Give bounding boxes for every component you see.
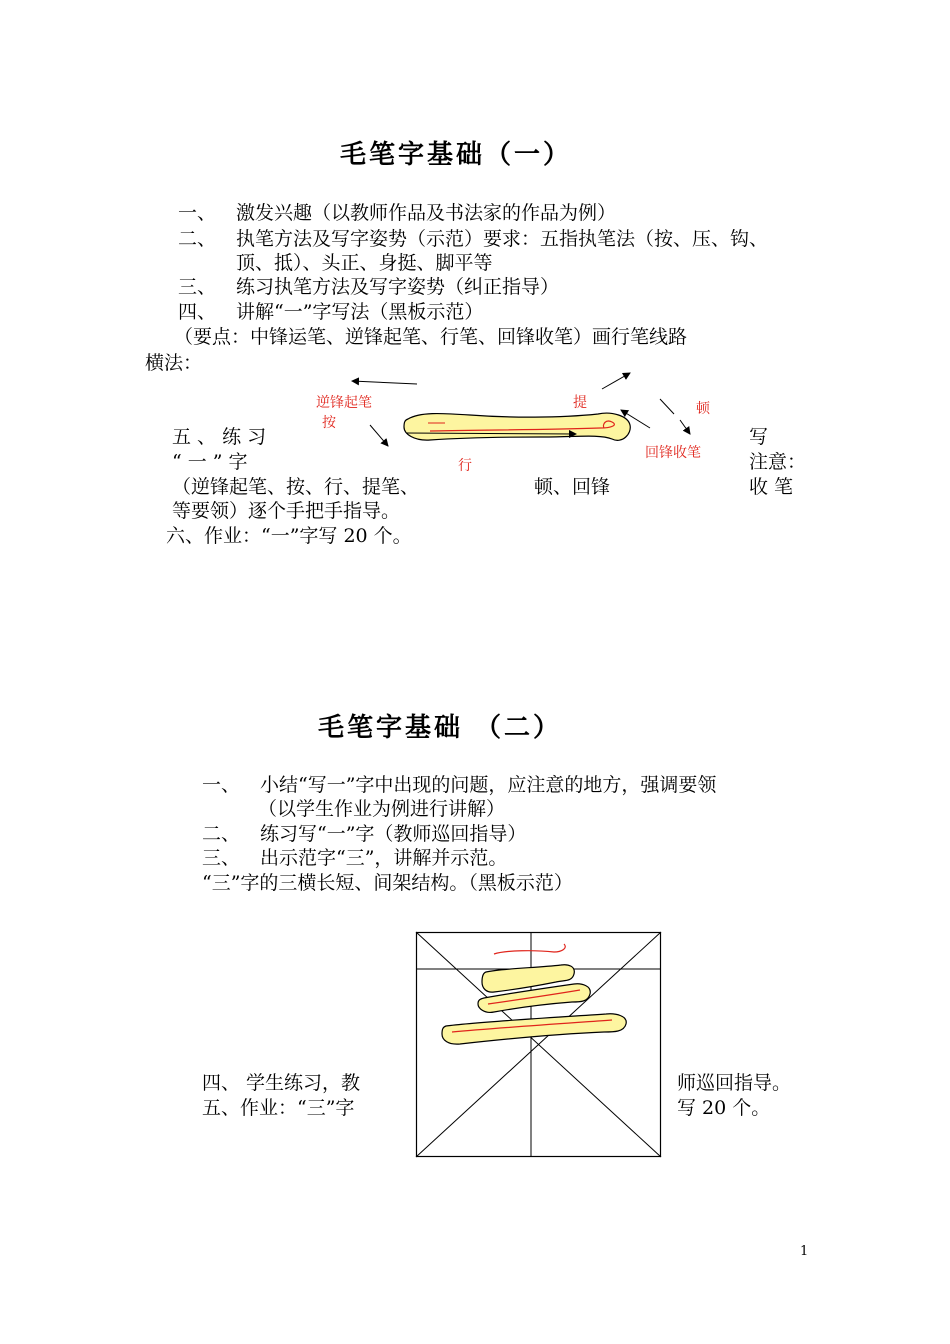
lesson1-item2-text: 执笔方法及写字姿势（示范）要求：五指执笔法（按、压、钩、 <box>236 228 769 250</box>
lesson2-item1-cont: （以学生作业为例进行讲解） <box>258 798 506 820</box>
label-ti: 提 <box>573 395 587 411</box>
lesson2-item4-right: 师巡回指导。 <box>677 1072 792 1094</box>
lesson1-item3-text: 练习执笔方法及写字姿势（纠正指导） <box>236 276 560 298</box>
lesson1-item2-num: 二、 <box>178 228 217 250</box>
lesson2-title: 毛笔字基础 （二） <box>318 713 563 743</box>
san-grid-diagram <box>416 932 662 1158</box>
label-nifeng: 逆锋起笔 <box>316 395 372 411</box>
lesson2-item5-left: 五、作业：“三”字 <box>202 1097 355 1119</box>
lesson1-item5-line1-left: 五 、 练 习 <box>172 426 267 448</box>
lesson1-item5-line2-right: 注意： <box>749 451 807 473</box>
label-huifeng: 回锋收笔 <box>645 445 701 461</box>
lesson1-item1-text: 激发兴趣（以教师作品及书法家的作品为例） <box>236 202 617 224</box>
lesson2-item4-left: 四、 学生练习，教 <box>202 1072 361 1094</box>
lesson2-item2-num: 二、 <box>202 823 241 845</box>
lesson2-item3-num: 三、 <box>202 847 241 869</box>
lesson2-item1-text: 小结“写一”字中出现的问题，应注意的地方，强调要领 <box>260 774 717 796</box>
lesson1-heng-label: 横法： <box>145 352 203 374</box>
lesson1-item5-line2-left: “ 一 ” 字 <box>172 451 248 473</box>
lesson1-item6: 六、作业：“一”字写 20 个。 <box>166 525 412 547</box>
lesson1-item3-num: 三、 <box>178 276 217 298</box>
page-number: 1 <box>800 1244 809 1259</box>
lesson1-item1-num: 一、 <box>178 202 217 224</box>
lesson1-keypoints: （要点：中锋运笔、逆锋起笔、行笔、回锋收笔）画行笔线路 <box>174 326 688 348</box>
lesson2-item2-text: 练习写“一”字（教师巡回指导） <box>260 823 527 845</box>
label-dun: 顿 <box>696 401 710 417</box>
heng-stroke-diagram <box>0 0 950 600</box>
lesson1-item5-line1-right: 写 <box>749 426 769 448</box>
lesson1-item4-text: 讲解“一”字写法（黑板示范） <box>236 301 484 323</box>
lesson1-item5-line3-mid: 顿、回锋 <box>534 476 611 498</box>
lesson2-item5-right: 写 20 个。 <box>677 1097 771 1119</box>
lesson1-item5-line3-left: （逆锋起笔、按、行、提笔、 <box>172 476 420 498</box>
lesson2-item3-text: 出示范字“三”，讲解并示范。 <box>260 847 508 869</box>
lesson2-item1-num: 一、 <box>202 774 241 796</box>
lesson2-san-note: “三”字的三横长短、间架结构。（黑板示范） <box>202 872 573 894</box>
lesson1-item2-cont: 顶、抵）、头正、身挺、脚平等 <box>236 252 493 274</box>
label-an: 按 <box>322 415 336 431</box>
lesson1-item4-num: 四、 <box>178 301 217 323</box>
lesson1-item5-line3-right: 收 笔 <box>749 476 794 498</box>
lesson1-title: 毛笔字基础（一） <box>340 140 573 170</box>
lesson1-item5-line4: 等要领）逐个手把手指导。 <box>172 500 401 522</box>
label-xing: 行 <box>458 458 472 474</box>
